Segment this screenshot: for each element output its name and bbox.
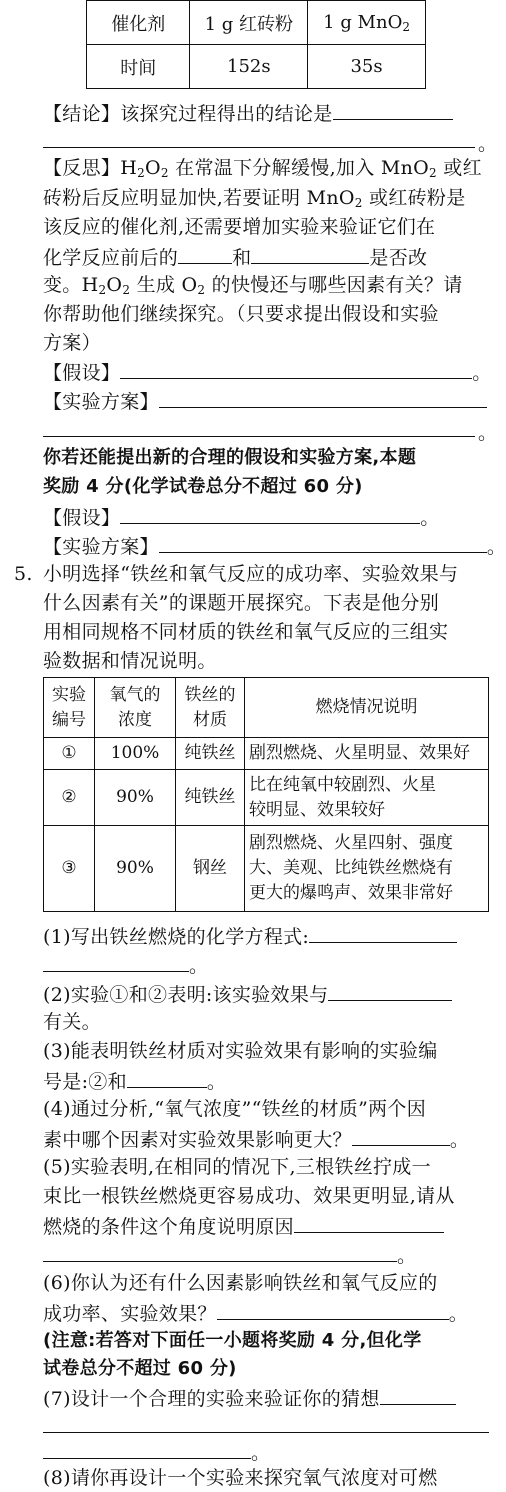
table-cell: ②: [44, 770, 95, 826]
bonus-note-line-4: 试卷总分不超过 60 分): [43, 1358, 237, 1379]
answer-blank[interactable]: [43, 951, 189, 972]
hypothesis-line-2: 【假设】 。: [43, 503, 440, 531]
table-header-cell: 1 g 红砖粉: [190, 1, 308, 45]
answer-blank[interactable]: [352, 1125, 450, 1146]
answer-blank[interactable]: [120, 503, 420, 524]
reflection-line-4: 化学反应前后的 和 是否改: [43, 243, 427, 271]
table-header-cell: 实验 编号: [44, 678, 95, 738]
table-cell: 35s: [308, 45, 426, 89]
reflection-line-6: 你帮助他们继续探究。（只要求提出假设和实验: [43, 303, 439, 325]
answer-blank[interactable]: [43, 147, 475, 148]
plan-line-2: 【实验方案】 。: [43, 532, 506, 560]
answer-blank[interactable]: [251, 243, 369, 264]
experiment-table: [43, 677, 489, 912]
table-header-cell: 氧气的 浓度: [95, 678, 176, 738]
q5-line-1: 小明选择“铁丝和氧气反应的成功率、实验效果与: [43, 563, 459, 585]
sub-question-6: (6)你认为还有什么因素影响铁丝和氧气反应的: [43, 1272, 438, 1294]
table-row: [44, 738, 489, 770]
answer-blank[interactable]: [159, 532, 487, 553]
table-cell: ①: [44, 738, 95, 770]
table-header-cell: 燃烧情况说明: [245, 678, 489, 738]
bonus-note-line-2: 奖励 4 分(化学试卷总分不超过 60 分): [43, 476, 363, 497]
table-cell: 纯铁丝: [176, 770, 245, 826]
conclusion-line: 【结论】该探究过程得出的结论是: [43, 99, 453, 127]
answer-blank[interactable]: [178, 243, 232, 264]
table-cell: 100%: [95, 738, 176, 770]
answer-blank[interactable]: [294, 1212, 444, 1233]
table-cell: ③: [44, 826, 95, 912]
reflection-line-7: 方案）: [43, 332, 101, 354]
table-cell: 比在纯氧中较剧烈、火星 较明显、效果较好: [245, 770, 489, 826]
answer-blank[interactable]: [43, 436, 475, 437]
table-header-cell: 铁丝的 材质: [176, 678, 245, 738]
table-cell: 时间: [87, 45, 190, 89]
answer-blank[interactable]: [159, 387, 487, 408]
answer-blank[interactable]: [43, 1432, 489, 1433]
table-cell: 90%: [95, 826, 176, 912]
q5-line-3: 用相同规格不同材质的铁丝和氧气反应的三组实: [43, 621, 449, 643]
table-cell: 90%: [95, 770, 176, 826]
reflection-line-3: 该反应的催化剂,还需要增加实验来验证它们在: [43, 216, 436, 238]
answer-blank[interactable]: [380, 1384, 456, 1405]
answer-blank[interactable]: [333, 99, 453, 120]
answer-blank[interactable]: [217, 1299, 449, 1320]
table-row: [44, 770, 489, 826]
answer-blank[interactable]: [328, 980, 452, 1001]
sub-question-4: (4)通过分析,“氧气浓度”“铁丝的材质”两个因: [43, 1098, 427, 1120]
reflection-line-2: 砖粉后反应明显加快,若要证明 MnO$_2$ 或红砖粉是: [43, 187, 466, 210]
q5-line-2: 什么因素有关”的课题开展探究。下表是他分别: [43, 592, 440, 614]
answer-blank[interactable]: [43, 1241, 397, 1262]
table-cell: 剧烈燃烧、火星四射、强度 大、美观、比纯铁丝燃烧有 更大的爆鸣声、效果非常好: [245, 826, 489, 912]
sub-question-3: (3)能表明铁丝材质对实验效果有影响的实验编: [43, 1040, 438, 1062]
table-header-cell: 1 g MnO$_2$: [308, 1, 426, 45]
table-cell: 剧烈燃烧、火星明显、效果好: [245, 738, 489, 770]
answer-blank[interactable]: [127, 1067, 207, 1088]
plan-line: 【实验方案】: [43, 387, 487, 415]
sub-question-7: (7)设计一个合理的实验来验证你的猜想: [43, 1384, 456, 1412]
reflection-line-5: 变。$H_2O_2$ 生成 $O_2$ 的快慢还与哪些因素有关？请: [43, 274, 463, 297]
catalyst-table: [86, 0, 426, 89]
reflection-line-1: 【反思】$H_2O_2$ 在常温下分解缓慢,加入 MnO$_2$ 或红: [43, 157, 482, 180]
q5-line-4: 验数据和情况说明。: [43, 650, 217, 672]
bonus-note-line-1: 你若还能提出新的合理的假设和实验方案,本题: [43, 447, 417, 468]
hypothesis-line: 【假设】 。: [43, 358, 492, 386]
sub-question-2: (2)实验①和②表明:该实验效果与: [43, 980, 452, 1008]
question-number: 5.: [14, 563, 33, 585]
table-header-cell: 催化剂: [87, 1, 190, 45]
sub-question-8: (8)请你再设计一个实验来探究氧气浓度对可燃: [43, 1467, 438, 1489]
answer-blank[interactable]: [309, 922, 457, 943]
table-cell: 钢丝: [176, 826, 245, 912]
bonus-note-line-3: (注意:若答对下面任一小题将奖励 4 分,但化学: [43, 1330, 422, 1351]
sub-question-1: (1)写出铁丝燃烧的化学方程式:: [43, 922, 457, 950]
sub-question-5: (5)实验表明,在相同的情况下,三根铁丝拧成一: [43, 1156, 431, 1178]
answer-blank[interactable]: [120, 358, 472, 379]
table-cell: 纯铁丝: [176, 738, 245, 770]
table-row: [44, 826, 489, 912]
answer-blank[interactable]: [43, 1438, 251, 1459]
table-cell: 152s: [190, 45, 308, 89]
